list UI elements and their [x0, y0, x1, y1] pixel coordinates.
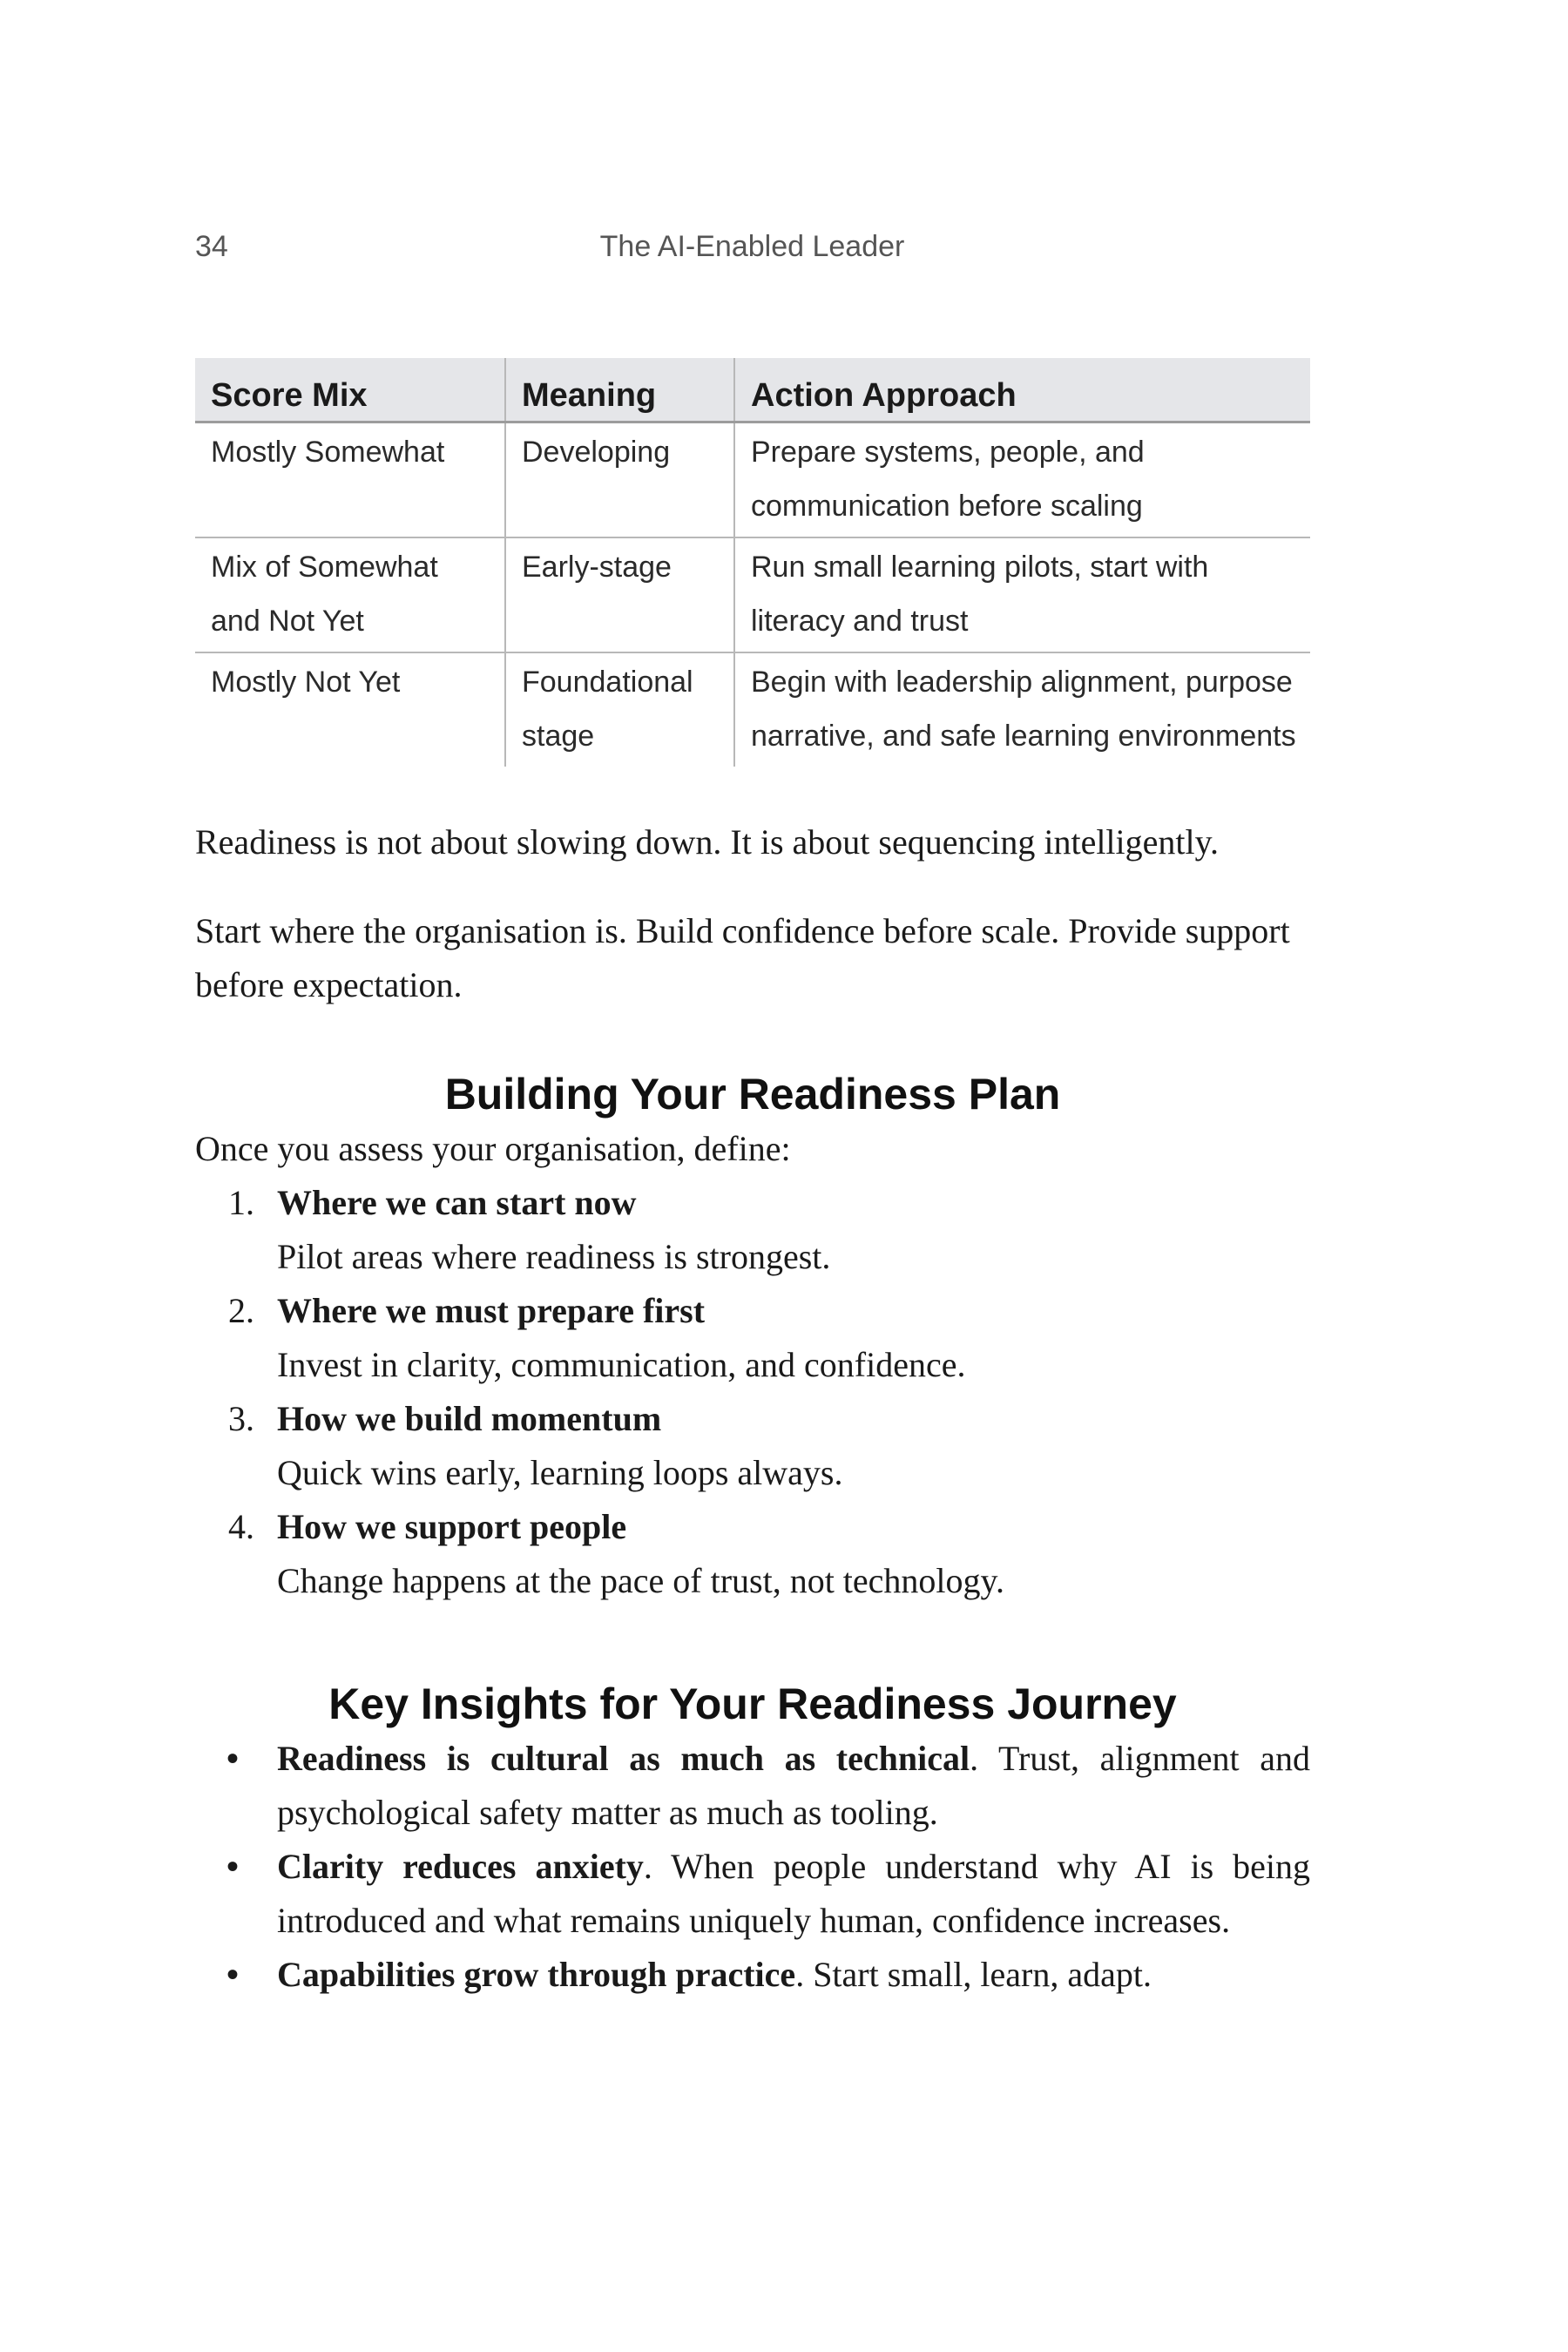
score-mix-cell: Mostly Somewhat [195, 422, 505, 538]
table-row [195, 537, 1310, 652]
list-item-title: Where we must prepare first [277, 1291, 706, 1330]
insight-lead: Clarity reduces anxiety [277, 1847, 644, 1886]
insight-text: . Start small, learn, adapt. [795, 1955, 1152, 1994]
section-heading-key-insights: Key Insights for Your Readiness Journey [328, 1680, 1177, 1728]
page-content [195, 358, 1310, 2002]
key-insights-list [195, 1732, 1310, 2002]
column-header-meaning: Meaning [505, 358, 734, 422]
table-header-row [195, 358, 1310, 422]
list-item-title: How we support people [277, 1507, 627, 1546]
score-mix-cell: Mostly Not Yet [211, 666, 401, 699]
list-item [195, 1284, 1310, 1392]
insight-lead: Capabilities grow through practice [277, 1955, 796, 1994]
list-item [195, 1732, 1310, 1840]
list-item [195, 1840, 1310, 1948]
readiness-score-table [195, 358, 1310, 767]
column-header-score-mix: Score Mix [195, 358, 505, 422]
paragraph-sequencing: Readiness is not about slowing down. It is about sequencing intelligently. [195, 822, 1220, 862]
list-number: 3. [228, 1399, 254, 1438]
running-title: The AI-Enabled Leader [599, 230, 905, 263]
readiness-plan-list [195, 1176, 1310, 1608]
list-item-title: Where we can start now [277, 1183, 637, 1222]
bullet-icon: • [226, 1739, 240, 1778]
meaning-cell: Foundational stage [505, 652, 734, 767]
list-item [195, 1948, 1310, 2002]
table-row [195, 652, 1310, 767]
insight-text: . When people understand why AI is being introduced and what remains uniquely human, confidence increases. [277, 1847, 1310, 1940]
column-header-action-approach: Action Approach [734, 358, 1310, 422]
section-heading-readiness-plan: Building Your Readiness Plan [444, 1070, 1061, 1119]
page-number: 34 [195, 230, 228, 263]
action-cell: Begin with leadership alignment, purpose narrative, and safe learning environments [734, 652, 1310, 767]
bullet-icon: • [226, 1847, 240, 1886]
list-number: 1. [228, 1183, 254, 1222]
action-cell: Prepare systems, people, and communication before scaling [734, 422, 1310, 538]
action-cell: Run small learning pilots, start with literacy and trust [734, 537, 1310, 652]
list-item [195, 1176, 1310, 1284]
list-item-detail: Change happens at the pace of trust, not technology. [277, 1561, 1004, 1600]
list-item [195, 1392, 1310, 1500]
list-item [195, 1500, 1310, 1608]
score-mix-cell: Mix of Somewhat and Not Yet [195, 537, 505, 652]
paragraph-start-where: Start where the organisation is. Build confidence before scale. Provide support before expectation. [195, 911, 1290, 1004]
plan-intro: Once you assess your organisation, define: [195, 1129, 791, 1168]
list-number: 2. [228, 1291, 254, 1330]
insight-lead: Readiness is cultural as much as technical [277, 1739, 970, 1778]
list-item-detail: Pilot areas where readiness is strongest. [277, 1237, 831, 1276]
list-item-detail: Invest in clarity, communication, and confidence. [277, 1345, 966, 1384]
bullet-icon: • [226, 1955, 240, 1994]
meaning-cell: Developing [505, 422, 734, 538]
insight-text: . Trust, alignment and psychological safety matter as much as tooling. [277, 1739, 1310, 1832]
meaning-cell: Early-stage [505, 537, 734, 652]
table-row [195, 422, 1310, 538]
list-item-detail: Quick wins early, learning loops always. [277, 1453, 843, 1492]
list-number: 4. [228, 1507, 254, 1546]
list-item-title: How we build momentum [277, 1399, 662, 1438]
